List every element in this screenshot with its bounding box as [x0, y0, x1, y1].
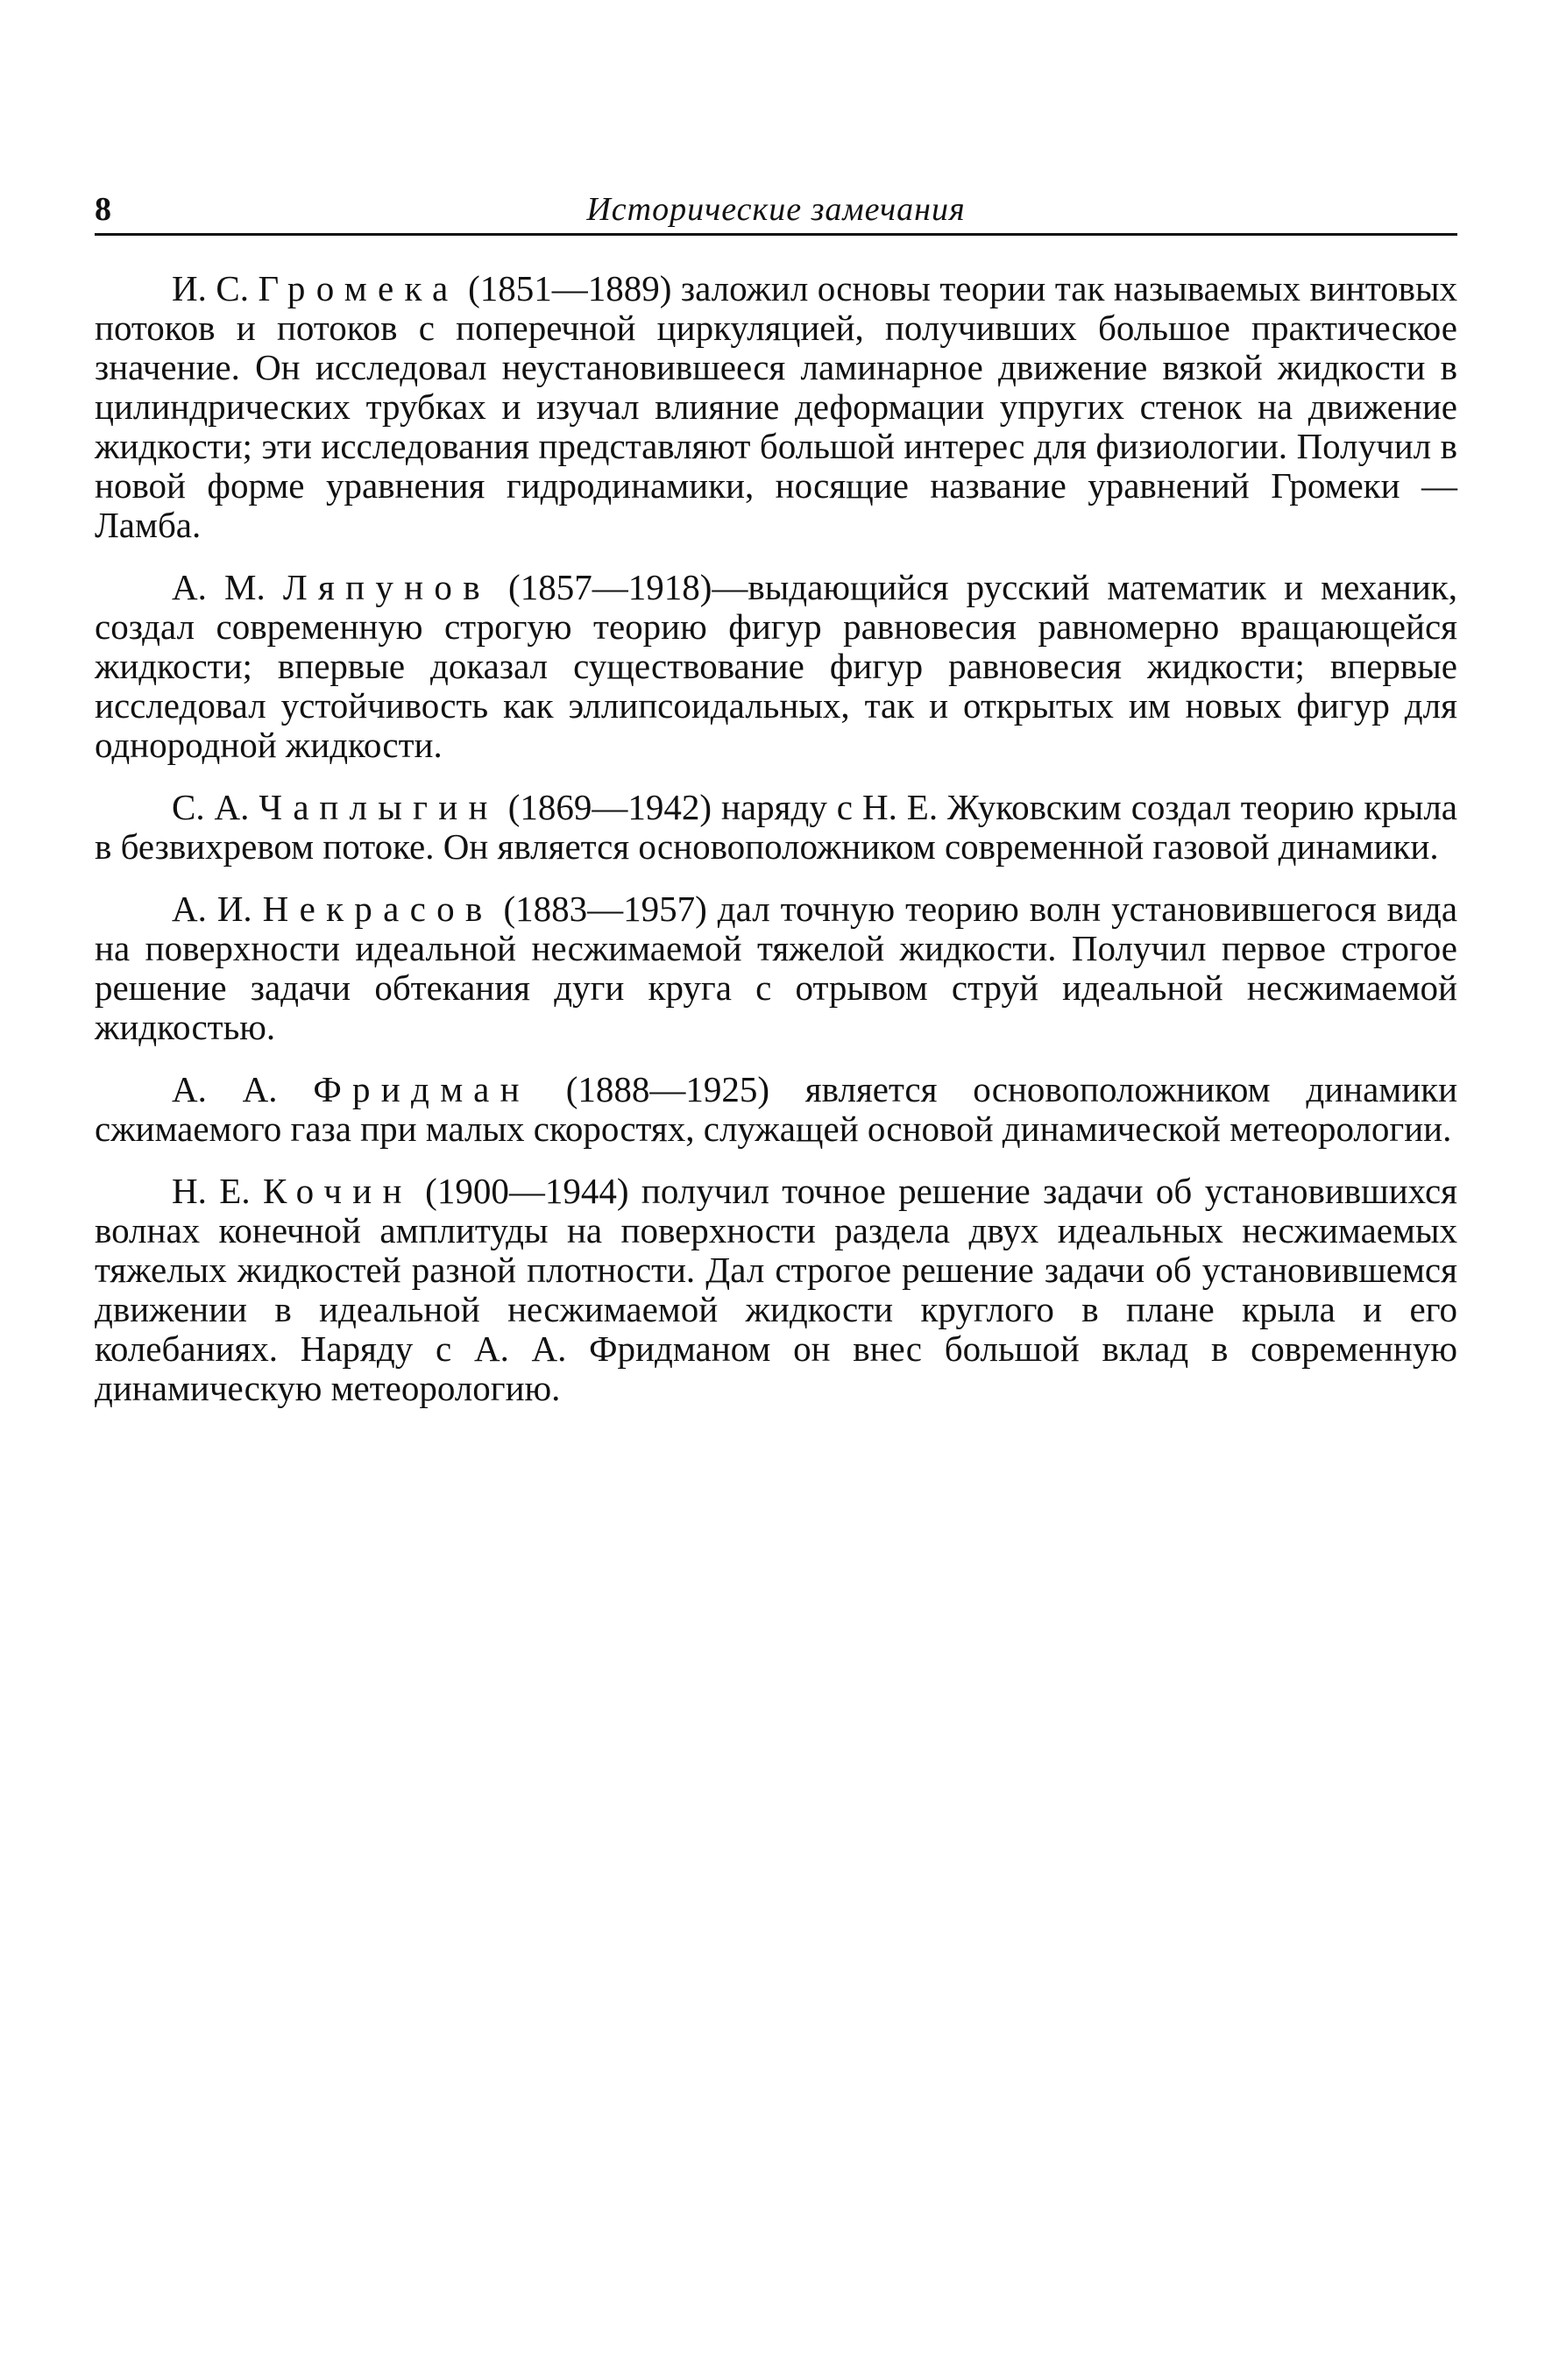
- paragraph-text: (1883—1957) дал точную теорию волн установившегося вида на поверхности идеальной несжимаемой тяжелой жидкости. Получил первое строгое решение задачи обтекания дуги круга с отрывом струй идеальной несжимаемой жидкостью.: [95, 889, 1458, 1047]
- person-surname: Кочин: [263, 1171, 413, 1211]
- paragraph-kochin: [95, 1172, 1457, 1408]
- paragraph-text: (1888—1925) является основоположником динамики сжимаемого газа при малых скоростях, служащей основой динамической метеорологии.: [95, 1069, 1458, 1149]
- running-head: [95, 189, 1457, 236]
- paragraph-text: (1857—1918)—выдающийся русский математик и механик, создал современную строгую теорию фигур равновесия равномерно вращающейся жидкости; впервые доказал существование фигур равновесия жидкости; впервые исследовал устойчивость как эллипсоидальных, так и открытых им новых фигур для однородной жидкости.: [95, 567, 1457, 765]
- paragraph-gromeka: [95, 269, 1457, 545]
- running-title: Исторические замечания: [586, 191, 966, 228]
- person-surname: Громека: [258, 268, 459, 308]
- paragraph-text: (1869—1942) наряду с Н. Е. Жуковским создал теорию крыла в безвихревом потоке. Он является основоположником современной газовой динамики.: [95, 787, 1457, 867]
- person-surname: Некрасов: [262, 889, 493, 929]
- paragraph-chaplygin: [95, 788, 1457, 867]
- person-initials: С. А.: [172, 787, 250, 827]
- person-initials: А. М.: [172, 567, 266, 607]
- page-number: 8: [95, 191, 111, 228]
- paragraph-fridman: [95, 1070, 1457, 1149]
- person-initials: И. С.: [172, 268, 249, 308]
- person-surname: Чаплыгин: [259, 787, 499, 827]
- person-surname: Ляпунов: [282, 567, 491, 607]
- paragraph-nekrasov: [95, 889, 1457, 1047]
- paragraph-lyapunov: [95, 568, 1457, 765]
- person-initials: А. А.: [172, 1069, 278, 1109]
- person-surname: Фридман: [313, 1069, 530, 1109]
- paragraph-text: (1851—1889) заложил основы теории так называемых винтовых потоков и потоков с поперечной циркуляцией, получивших большое практическое значение. Он исследовал неустановившееся ламинарное движение вязкой жидкости в цилиндрических трубках и изучал влияние деформации упругих стенок на движение жидкости; эти исследования представляют большой интерес для физиологии. Получил в новой форме уравнения гидродинамики, носящие название уравнений Громеки — Ламба.: [95, 268, 1457, 545]
- person-initials: Н. Е.: [172, 1171, 251, 1211]
- paragraph-text: (1900—1944) получил точное решение задачи об установившихся волнах конечной амплитуды на поверхности раздела двух идеальных несжимаемых тяжелых жидкостей разной плотности. Дал строгое решение задачи об установившемся движении в идеальной несжимаемой жидкости круглого в плане крыла и его колебаниях. Наряду с А. А. Фридманом он внес большой вклад в современную динамическую метеорологию.: [95, 1171, 1458, 1408]
- body-text: [95, 269, 1457, 1431]
- person-initials: А. И.: [172, 889, 252, 929]
